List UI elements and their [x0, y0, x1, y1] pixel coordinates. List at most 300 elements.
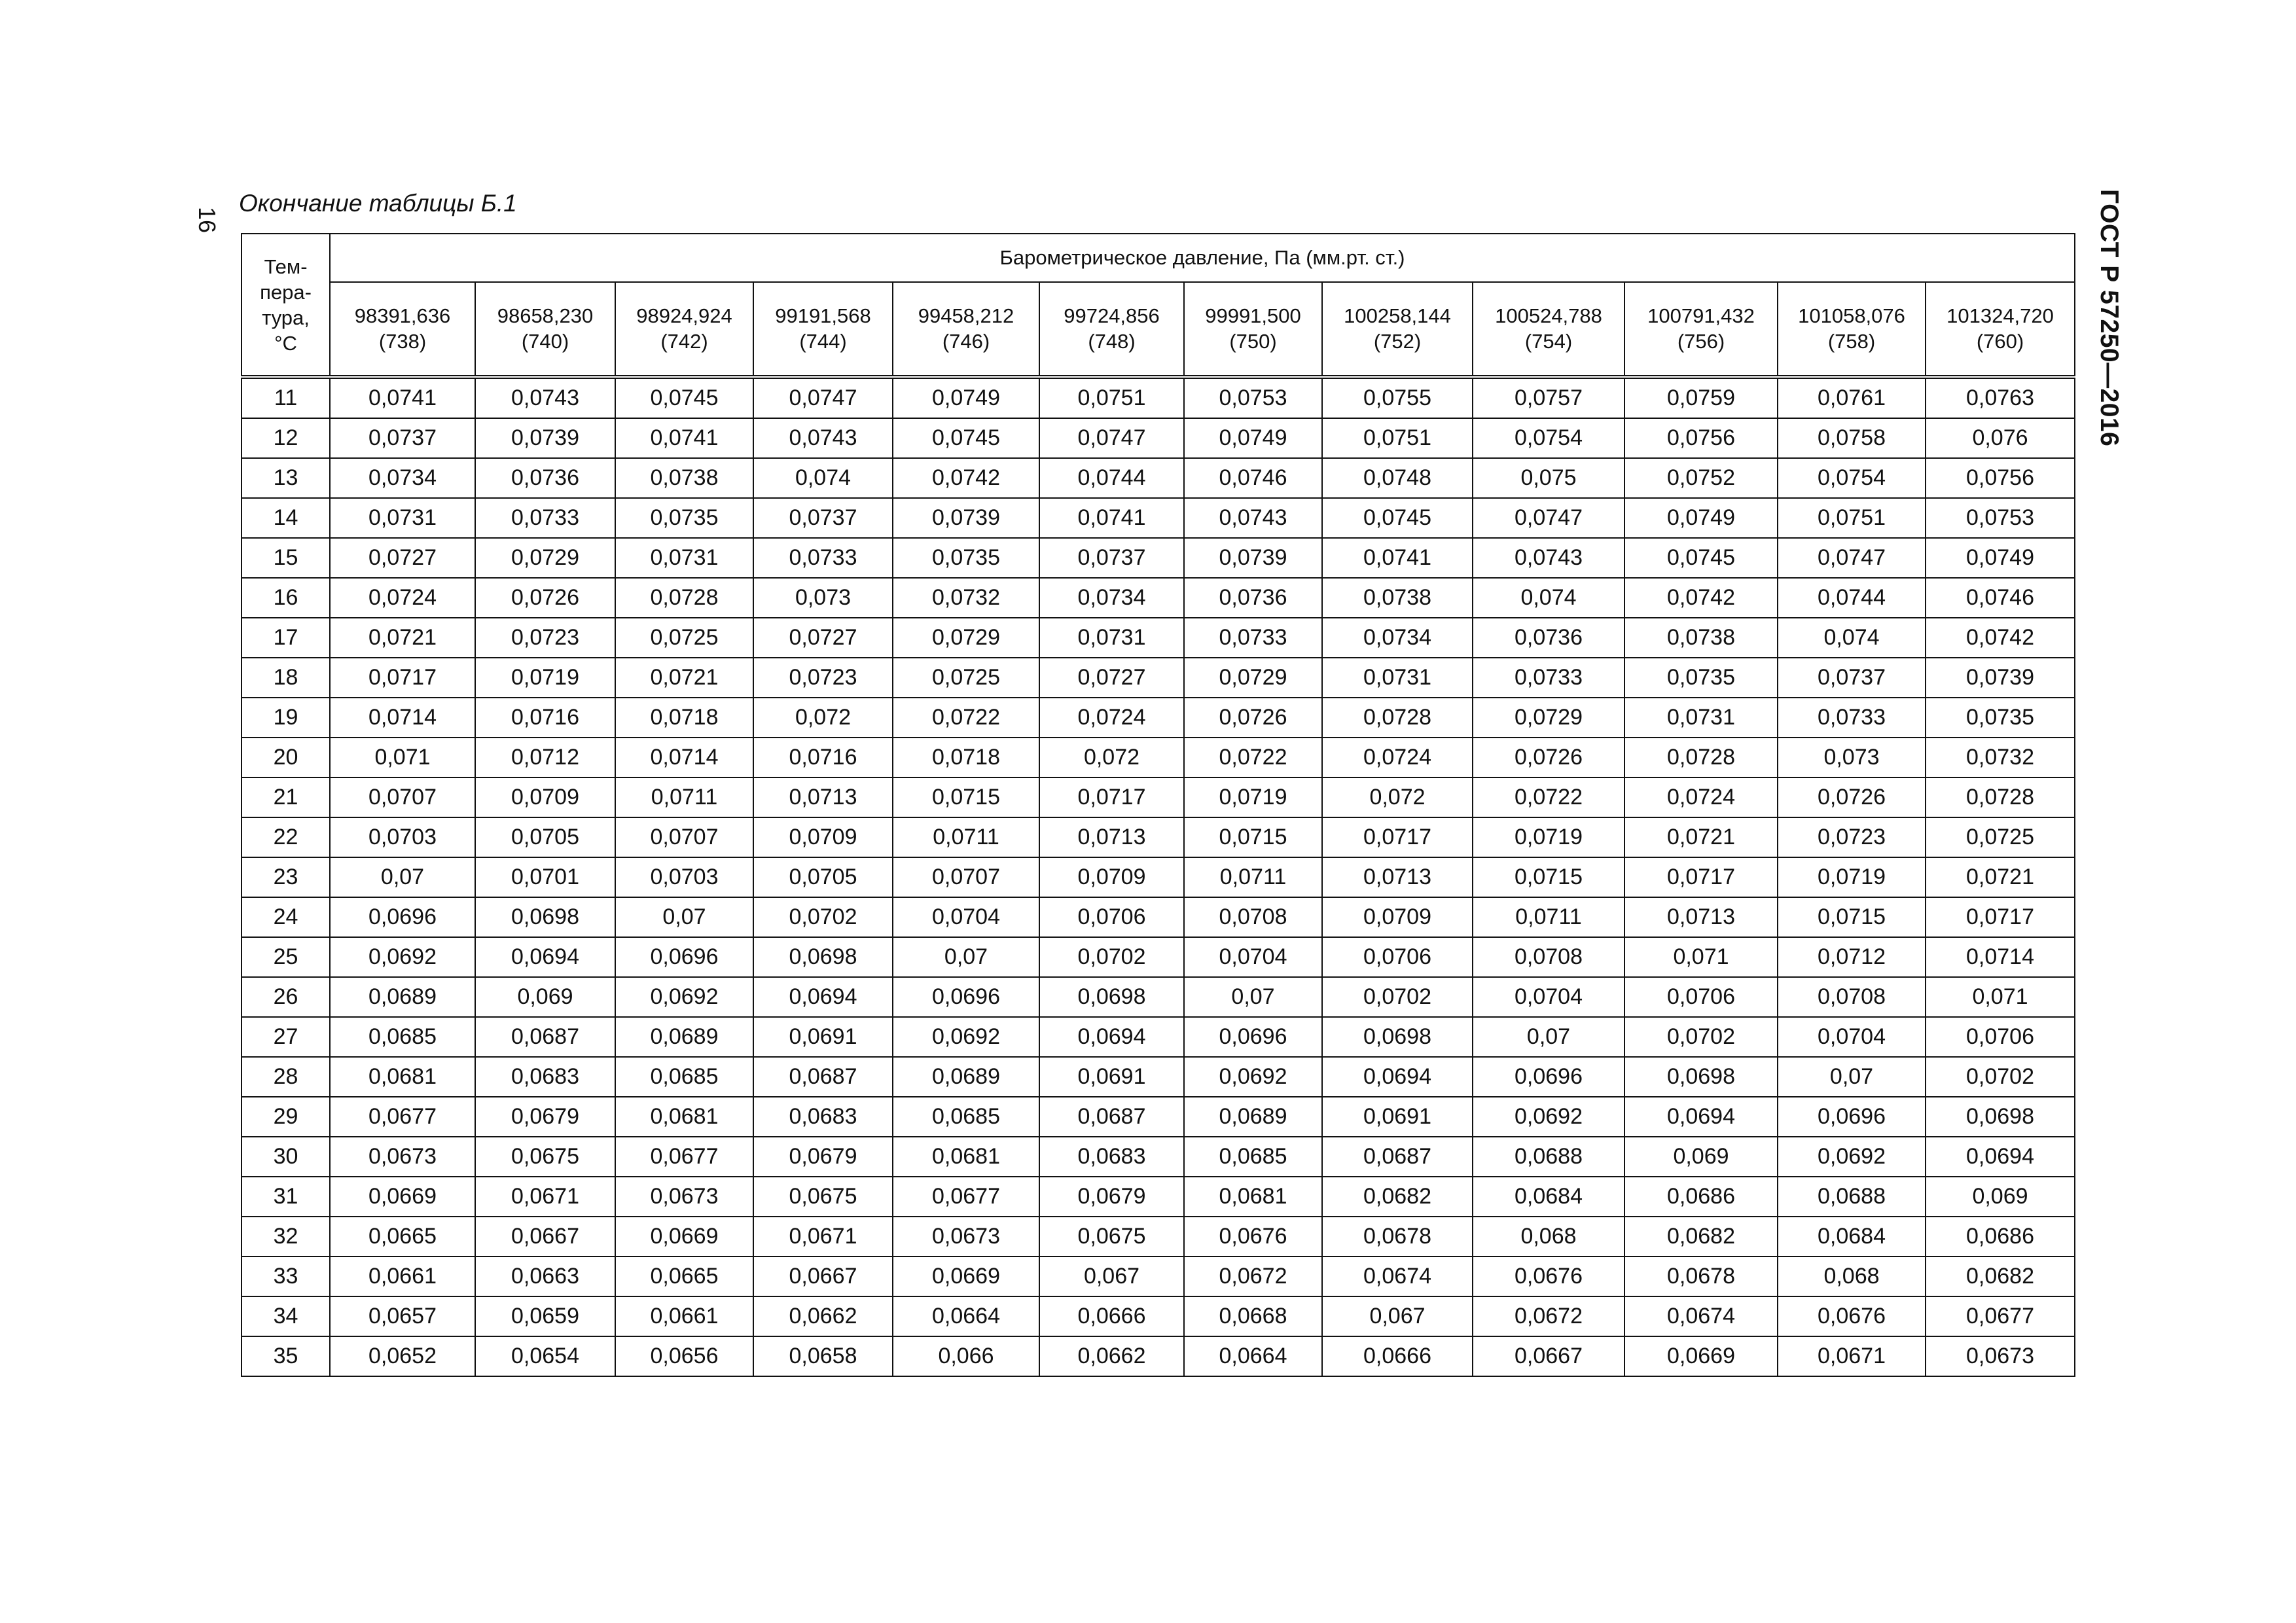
value-cell: 0,0681 [1184, 1177, 1322, 1217]
value-cell: 0,0753 [1926, 498, 2075, 538]
pressure-column-header [1473, 282, 1624, 377]
value-cell: 0,0689 [893, 1057, 1039, 1097]
value-cell: 0,0691 [1322, 1097, 1473, 1137]
value-cell: 0,0661 [615, 1296, 753, 1336]
value-cell: 0,0671 [753, 1217, 893, 1257]
value-cell: 0,0705 [753, 857, 893, 897]
value-cell: 0,0734 [1039, 578, 1184, 618]
value-cell: 0,0749 [1184, 418, 1322, 458]
value-cell: 0,076 [1926, 418, 2075, 458]
value-cell: 0,0709 [753, 817, 893, 857]
value-cell: 0,0702 [1624, 1017, 1778, 1057]
pressure-pa-value: 98924,924 [636, 304, 732, 328]
pressure-column-header [330, 282, 475, 377]
value-cell: 0,0716 [753, 738, 893, 777]
value-cell: 0,0754 [1778, 458, 1926, 498]
value-cell: 0,0667 [753, 1257, 893, 1296]
value-cell: 0,0756 [1624, 418, 1778, 458]
value-cell: 0,0706 [1322, 937, 1473, 977]
value-cell: 0,0704 [1184, 937, 1322, 977]
value-cell: 0,0731 [1322, 658, 1473, 698]
value-cell: 0,0719 [475, 658, 615, 698]
value-cell: 0,0673 [615, 1177, 753, 1217]
value-cell: 0,0732 [1926, 738, 2075, 777]
value-cell: 0,0747 [1473, 498, 1624, 538]
value-cell: 0,069 [1624, 1137, 1778, 1177]
table-row [242, 1137, 2075, 1177]
value-cell: 0,0714 [1926, 937, 2075, 977]
pressure-column-header [893, 282, 1039, 377]
value-cell: 0,0691 [1039, 1057, 1184, 1097]
value-cell: 0,0713 [753, 777, 893, 817]
value-cell: 0,0733 [753, 538, 893, 578]
page-number: 16 [194, 206, 221, 234]
value-cell: 0,0669 [893, 1257, 1039, 1296]
value-cell: 0,0679 [475, 1097, 615, 1137]
value-cell: 0,0681 [893, 1137, 1039, 1177]
value-cell: 0,0718 [615, 698, 753, 738]
value-cell: 0,0692 [330, 937, 475, 977]
pressure-pa-value: 100524,788 [1495, 304, 1602, 328]
value-cell: 0,0691 [753, 1017, 893, 1057]
pressure-group-header: Барометрическое давление, Па (мм.рт. ст.) [330, 234, 2075, 282]
value-cell: 0,0684 [1778, 1217, 1926, 1257]
temperature-cell: 30 [242, 1137, 330, 1177]
temperature-cell: 35 [242, 1336, 330, 1376]
value-cell: 0,068 [1473, 1217, 1624, 1257]
value-cell: 0,0711 [615, 777, 753, 817]
value-cell: 0,0696 [1778, 1097, 1926, 1137]
value-cell: 0,0713 [1624, 897, 1778, 937]
value-cell: 0,0744 [1039, 458, 1184, 498]
value-cell: 0,0741 [1322, 538, 1473, 578]
value-cell: 0,0747 [1778, 538, 1926, 578]
pressure-column-header [1322, 282, 1473, 377]
pressure-mmhg-value: (758) [1827, 330, 1876, 353]
value-cell: 0,0692 [1473, 1097, 1624, 1137]
value-cell: 0,0728 [615, 578, 753, 618]
value-cell: 0,0713 [1322, 857, 1473, 897]
value-cell: 0,0707 [893, 857, 1039, 897]
value-cell: 0,0727 [753, 618, 893, 658]
value-cell: 0,0683 [1039, 1137, 1184, 1177]
value-cell: 0,0664 [1184, 1336, 1322, 1376]
value-cell: 0,0692 [615, 977, 753, 1017]
value-cell: 0,0752 [1624, 458, 1778, 498]
value-cell: 0,0733 [1184, 618, 1322, 658]
value-cell: 0,0704 [1778, 1017, 1926, 1057]
value-cell: 0,0678 [1322, 1217, 1473, 1257]
value-cell: 0,0707 [615, 817, 753, 857]
value-cell: 0,0746 [1926, 578, 2075, 618]
value-cell: 0,0698 [475, 897, 615, 937]
value-cell: 0,0731 [1624, 698, 1778, 738]
value-cell: 0,0711 [893, 817, 1039, 857]
pressure-mmhg-value: (760) [1976, 330, 2024, 353]
value-cell: 0,0734 [330, 458, 475, 498]
value-cell: 0,07 [1184, 977, 1322, 1017]
value-cell: 0,0689 [330, 977, 475, 1017]
value-cell: 0,0676 [1778, 1296, 1926, 1336]
value-cell: 0,0685 [1184, 1137, 1322, 1177]
value-cell: 0,0717 [330, 658, 475, 698]
pressure-pa-value: 99191,568 [775, 304, 871, 328]
value-cell: 0,0723 [1778, 817, 1926, 857]
value-cell: 0,069 [1926, 1177, 2075, 1217]
pressure-column-header [1039, 282, 1184, 377]
table-row [242, 458, 2075, 498]
value-cell: 0,0685 [615, 1057, 753, 1097]
pressure-column-header [1778, 282, 1926, 377]
value-cell: 0,0749 [1624, 498, 1778, 538]
table-row [242, 698, 2075, 738]
table-row [242, 1017, 2075, 1057]
temperature-cell: 19 [242, 698, 330, 738]
value-cell: 0,074 [753, 458, 893, 498]
value-cell: 0,0731 [1039, 618, 1184, 658]
value-cell: 0,0726 [1473, 738, 1624, 777]
value-cell: 0,0741 [330, 377, 475, 418]
table-body [242, 377, 2075, 1376]
value-cell: 0,0743 [475, 377, 615, 418]
value-cell: 0,0714 [615, 738, 753, 777]
value-cell: 0,0694 [1624, 1097, 1778, 1137]
value-cell: 0,0705 [475, 817, 615, 857]
value-cell: 0,0757 [1473, 377, 1624, 418]
value-cell: 0,0719 [1473, 817, 1624, 857]
value-cell: 0,0726 [475, 578, 615, 618]
value-cell: 0,0672 [1184, 1257, 1322, 1296]
temperature-cell: 21 [242, 777, 330, 817]
value-cell: 0,0682 [1322, 1177, 1473, 1217]
value-cell: 0,0723 [753, 658, 893, 698]
value-cell: 0,0692 [1778, 1137, 1926, 1177]
value-cell: 0,0688 [1473, 1137, 1624, 1177]
value-cell: 0,071 [1624, 937, 1778, 977]
value-cell: 0,0682 [1624, 1217, 1778, 1257]
pressure-pa-value: 100791,432 [1647, 304, 1755, 328]
value-cell: 0,0735 [1926, 698, 2075, 738]
value-cell: 0,0729 [1473, 698, 1624, 738]
value-cell: 0,0729 [475, 538, 615, 578]
value-cell: 0,0732 [893, 578, 1039, 618]
value-cell: 0,0687 [475, 1017, 615, 1057]
value-cell: 0,0678 [1624, 1257, 1778, 1296]
value-cell: 0,0701 [475, 857, 615, 897]
pressure-mmhg-value: (742) [660, 330, 708, 353]
value-cell: 0,0728 [1322, 698, 1473, 738]
value-cell: 0,0661 [330, 1257, 475, 1296]
value-cell: 0,0681 [615, 1097, 753, 1137]
value-cell: 0,0677 [615, 1137, 753, 1177]
value-cell: 0,0717 [1039, 777, 1184, 817]
value-cell: 0,0673 [330, 1137, 475, 1177]
value-cell: 0,0741 [615, 418, 753, 458]
temperature-cell: 15 [242, 538, 330, 578]
value-cell: 0,0737 [1778, 658, 1926, 698]
value-cell: 0,0706 [1926, 1017, 2075, 1057]
value-cell: 0,0747 [753, 377, 893, 418]
value-cell: 0,0666 [1039, 1296, 1184, 1336]
value-cell: 0,0703 [615, 857, 753, 897]
temperature-cell: 31 [242, 1177, 330, 1217]
temperature-cell: 11 [242, 377, 330, 418]
value-cell: 0,0728 [1624, 738, 1778, 777]
value-cell: 0,068 [1778, 1257, 1926, 1296]
value-cell: 0,0673 [1926, 1336, 2075, 1376]
value-cell: 0,0737 [330, 418, 475, 458]
table-row [242, 658, 2075, 698]
value-cell: 0,0698 [753, 937, 893, 977]
value-cell: 0,074 [1473, 578, 1624, 618]
value-cell: 0,0672 [1473, 1296, 1624, 1336]
value-cell: 0,0763 [1926, 377, 2075, 418]
value-cell: 0,0669 [615, 1217, 753, 1257]
temperature-cell: 20 [242, 738, 330, 777]
value-cell: 0,0736 [1184, 578, 1322, 618]
value-cell: 0,0702 [1322, 977, 1473, 1017]
value-cell: 0,0675 [475, 1137, 615, 1177]
value-cell: 0,0679 [1039, 1177, 1184, 1217]
value-cell: 0,0724 [1322, 738, 1473, 777]
value-cell: 0,0724 [1039, 698, 1184, 738]
value-cell: 0,0721 [1624, 817, 1778, 857]
pressure-mmhg-value: (748) [1088, 330, 1136, 353]
pressure-mmhg-value: (746) [942, 330, 990, 353]
value-cell: 0,075 [1473, 458, 1624, 498]
value-cell: 0,0683 [475, 1057, 615, 1097]
value-cell: 0,0716 [475, 698, 615, 738]
temperature-header [242, 234, 330, 377]
table-row [242, 578, 2075, 618]
value-cell: 0,0749 [893, 377, 1039, 418]
value-cell: 0,0706 [1039, 897, 1184, 937]
value-cell: 0,0667 [475, 1217, 615, 1257]
temperature-cell: 26 [242, 977, 330, 1017]
value-cell: 0,073 [753, 578, 893, 618]
value-cell: 0,0737 [1039, 538, 1184, 578]
value-cell: 0,07 [330, 857, 475, 897]
value-cell: 0,07 [1473, 1017, 1624, 1057]
value-cell: 0,0742 [1926, 618, 2075, 658]
temperature-cell: 16 [242, 578, 330, 618]
value-cell: 0,0745 [893, 418, 1039, 458]
value-cell: 0,0677 [330, 1097, 475, 1137]
value-cell: 0,0743 [753, 418, 893, 458]
table-row [242, 857, 2075, 897]
value-cell: 0,0704 [893, 897, 1039, 937]
table-row [242, 817, 2075, 857]
value-cell: 0,0698 [1322, 1017, 1473, 1057]
value-cell: 0,0724 [330, 578, 475, 618]
value-cell: 0,0674 [1624, 1296, 1778, 1336]
table-row [242, 1336, 2075, 1376]
value-cell: 0,073 [1778, 738, 1926, 777]
pressure-pa-value: 100258,144 [1344, 304, 1451, 328]
value-cell: 0,0706 [1624, 977, 1778, 1017]
value-cell: 0,0751 [1039, 377, 1184, 418]
value-cell: 0,0712 [1778, 937, 1926, 977]
value-cell: 0,0694 [1926, 1137, 2075, 1177]
value-cell: 0,067 [1322, 1296, 1473, 1336]
value-cell: 0,0685 [330, 1017, 475, 1057]
value-cell: 0,0684 [1473, 1177, 1624, 1217]
value-cell: 0,0671 [475, 1177, 615, 1217]
value-cell: 0,0738 [1322, 578, 1473, 618]
table-row [242, 498, 2075, 538]
value-cell: 0,0698 [1624, 1057, 1778, 1097]
value-cell: 0,0725 [893, 658, 1039, 698]
value-cell: 0,0733 [1778, 698, 1926, 738]
value-cell: 0,0688 [1778, 1177, 1926, 1217]
value-cell: 0,0687 [753, 1057, 893, 1097]
temperature-cell: 13 [242, 458, 330, 498]
value-cell: 0,0751 [1778, 498, 1926, 538]
pressure-column-header [753, 282, 893, 377]
value-cell: 0,0686 [1926, 1217, 2075, 1257]
value-cell: 0,0722 [1473, 777, 1624, 817]
pressure-pa-value: 99724,856 [1064, 304, 1160, 328]
pressure-pa-value: 101058,076 [1798, 304, 1905, 328]
temperature-cell: 27 [242, 1017, 330, 1057]
value-cell: 0,0682 [1926, 1257, 2075, 1296]
value-cell: 0,0727 [330, 538, 475, 578]
value-cell: 0,0711 [1473, 897, 1624, 937]
value-cell: 0,0709 [475, 777, 615, 817]
pressure-column-header [1926, 282, 2075, 377]
temperature-cell: 34 [242, 1296, 330, 1336]
value-cell: 0,0652 [330, 1336, 475, 1376]
value-cell: 0,0702 [1039, 937, 1184, 977]
value-cell: 0,0745 [1322, 498, 1473, 538]
pressure-column-header [615, 282, 753, 377]
value-cell: 0,0727 [1039, 658, 1184, 698]
pressure-mmhg-value: (754) [1524, 330, 1573, 353]
value-cell: 0,0736 [1473, 618, 1624, 658]
value-cell: 0,0723 [475, 618, 615, 658]
value-cell: 0,0658 [753, 1336, 893, 1376]
value-cell: 0,0702 [1926, 1057, 2075, 1097]
value-cell: 0,0742 [893, 458, 1039, 498]
value-cell: 0,0738 [615, 458, 753, 498]
pressure-mmhg-value: (756) [1677, 330, 1725, 353]
value-cell: 0,0659 [475, 1296, 615, 1336]
value-cell: 0,0703 [330, 817, 475, 857]
value-cell: 0,0668 [1184, 1296, 1322, 1336]
value-cell: 0,0729 [893, 618, 1039, 658]
value-cell: 0,0698 [1926, 1097, 2075, 1137]
temperature-cell: 25 [242, 937, 330, 977]
value-cell: 0,0746 [1184, 458, 1322, 498]
value-cell: 0,0725 [1926, 817, 2075, 857]
value-cell: 0,0654 [475, 1336, 615, 1376]
pressure-column-header [1184, 282, 1322, 377]
value-cell: 0,0721 [1926, 857, 2075, 897]
value-cell: 0,0657 [330, 1296, 475, 1336]
pressure-header-row [242, 282, 2075, 377]
value-cell: 0,0737 [753, 498, 893, 538]
value-cell: 0,0719 [1778, 857, 1926, 897]
temperature-cell: 22 [242, 817, 330, 857]
pressure-pa-value: 99991,500 [1205, 304, 1301, 328]
value-cell: 0,0725 [615, 618, 753, 658]
table-row [242, 377, 2075, 418]
temperature-cell: 28 [242, 1057, 330, 1097]
value-cell: 0,0748 [1322, 458, 1473, 498]
value-cell: 0,0664 [893, 1296, 1039, 1336]
value-cell: 0,0721 [615, 658, 753, 698]
value-cell: 0,0753 [1184, 377, 1322, 418]
table-row [242, 418, 2075, 458]
value-cell: 0,071 [1926, 977, 2075, 1017]
value-cell: 0,0694 [475, 937, 615, 977]
table-row [242, 618, 2075, 658]
value-cell: 0,0717 [1624, 857, 1778, 897]
value-cell: 0,0739 [475, 418, 615, 458]
value-cell: 0,0694 [753, 977, 893, 1017]
temperature-header-line: Тем- [264, 255, 308, 278]
table-row [242, 1097, 2075, 1137]
value-cell: 0,0662 [1039, 1336, 1184, 1376]
temperature-cell: 23 [242, 857, 330, 897]
temperature-header-line: пера- [260, 280, 312, 304]
value-cell: 0,0726 [1778, 777, 1926, 817]
value-cell: 0,072 [1039, 738, 1184, 777]
value-cell: 0,0676 [1473, 1257, 1624, 1296]
value-cell: 0,072 [1322, 777, 1473, 817]
value-cell: 0,0704 [1473, 977, 1624, 1017]
value-cell: 0,0733 [475, 498, 615, 538]
value-cell: 0,0708 [1184, 897, 1322, 937]
pressure-column-header [1624, 282, 1778, 377]
value-cell: 0,069 [475, 977, 615, 1017]
value-cell: 0,0702 [753, 897, 893, 937]
temperature-cell: 14 [242, 498, 330, 538]
value-cell: 0,0662 [753, 1296, 893, 1336]
value-cell: 0,0735 [893, 538, 1039, 578]
value-cell: 0,0687 [1322, 1137, 1473, 1177]
value-cell: 0,071 [330, 738, 475, 777]
value-cell: 0,0689 [1184, 1097, 1322, 1137]
value-cell: 0,0673 [893, 1217, 1039, 1257]
value-cell: 0,07 [1778, 1057, 1926, 1097]
value-cell: 0,0734 [1322, 618, 1473, 658]
value-cell: 0,0761 [1778, 377, 1926, 418]
value-cell: 0,0677 [1926, 1296, 2075, 1336]
value-cell: 0,0724 [1624, 777, 1778, 817]
pressure-mmhg-value: (740) [521, 330, 569, 353]
value-cell: 0,0722 [893, 698, 1039, 738]
value-cell: 0,0739 [1926, 658, 2075, 698]
value-cell: 0,0714 [330, 698, 475, 738]
value-cell: 0,0692 [893, 1017, 1039, 1057]
value-cell: 0,07 [893, 937, 1039, 977]
value-cell: 0,0715 [893, 777, 1039, 817]
table-row [242, 977, 2075, 1017]
value-cell: 0,0698 [1039, 977, 1184, 1017]
temperature-header-line: тура, [262, 306, 310, 329]
temperature-cell: 33 [242, 1257, 330, 1296]
value-cell: 0,0719 [1184, 777, 1322, 817]
value-cell: 0,0717 [1322, 817, 1473, 857]
value-cell: 0,0671 [1778, 1336, 1926, 1376]
value-cell: 0,0728 [1926, 777, 2075, 817]
value-cell: 0,0666 [1322, 1336, 1473, 1376]
value-cell: 0,0676 [1184, 1217, 1322, 1257]
value-cell: 0,0681 [330, 1057, 475, 1097]
value-cell: 0,0694 [1322, 1057, 1473, 1097]
value-cell: 0,0715 [1473, 857, 1624, 897]
